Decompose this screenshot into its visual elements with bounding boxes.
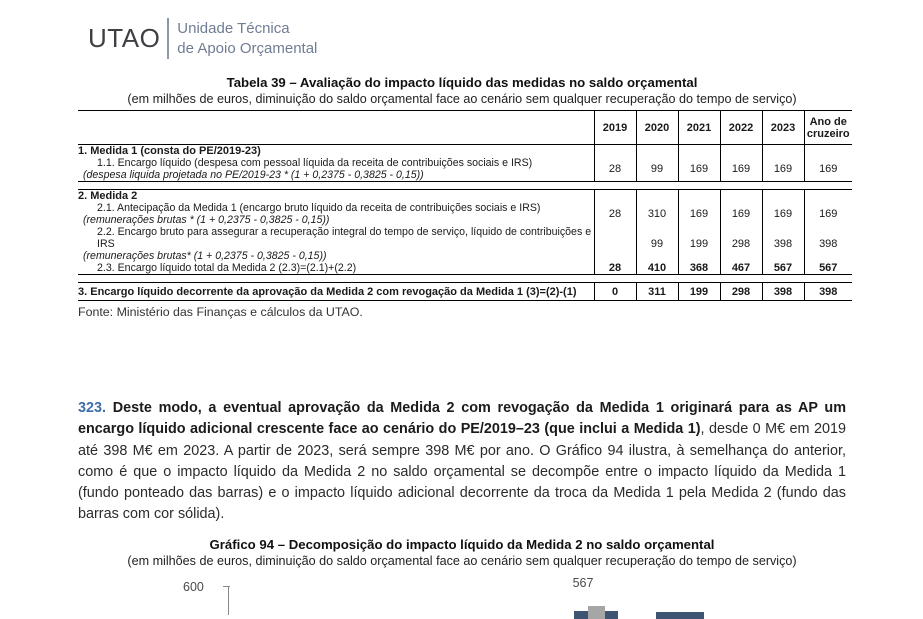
header-cell-2020: 2020 bbox=[636, 111, 678, 145]
logo-subtitle bbox=[177, 18, 317, 59]
table-block bbox=[78, 74, 850, 320]
row-label-2-3-text: 2.3. Encargo líquido total da Medida 2 (2.3)=(2.1)+(2.2) bbox=[97, 262, 357, 274]
bar-value-label-567: 567 bbox=[572, 576, 594, 590]
table-row bbox=[78, 262, 852, 275]
bar-2023-left-segment bbox=[574, 611, 588, 619]
cell-1-1-2020: 99 bbox=[636, 157, 678, 182]
cell-1-1-2022: 169 bbox=[720, 157, 762, 182]
logo-wordmark: UTAO bbox=[88, 23, 161, 53]
table-row bbox=[78, 190, 852, 203]
cell-3-2019: 0 bbox=[594, 283, 636, 301]
cell-1-1-2021: 169 bbox=[678, 157, 720, 182]
cell bbox=[636, 145, 678, 158]
row-label-2-3 bbox=[78, 262, 594, 275]
row-label-3: 3. Encargo líquido decorrente da aprovação da Medida 2 com revogação da Medida 1 (3)=(2)-(1) bbox=[78, 283, 594, 301]
cell-2-2-cruzeiro: 398 bbox=[804, 226, 852, 262]
chart-subtitle: (em milhões de euros, diminuição do saldo orçamental face ao cenário sem qualquer recuperação do tempo de serviço) bbox=[127, 554, 797, 568]
spacer-cell bbox=[78, 182, 852, 190]
row-formula-1-1: (despesa liquida projetada no PE/2019-23 * (1 + 0,2375 - 0,3825 - 0,15)) bbox=[83, 169, 424, 181]
cell-1-1-cruzeiro: 169 bbox=[804, 157, 852, 182]
row-label-2-1-text: 2.1. Antecipação da Medida 1 (encargo bruto líquido da receita de contribuições sociais e IRS) bbox=[97, 202, 541, 214]
row-formula-2-2: (remunerações brutas* (1 + 0,2375 - 0,3825 - 0,15)) bbox=[83, 250, 327, 262]
cell-1-1-2023: 169 bbox=[762, 157, 804, 182]
table-subtitle: (em milhões de euros, diminuição do saldo orçamental face ao cenário sem qualquer recuperação do tempo de serviço) bbox=[127, 92, 797, 106]
table-spacer-row bbox=[78, 182, 852, 190]
cell bbox=[678, 190, 720, 203]
cell-2-2-2023: 398 bbox=[762, 226, 804, 262]
cell-1-1-2019: 28 bbox=[594, 157, 636, 182]
logo-subtitle-line2: de Apoio Orçamental bbox=[177, 40, 318, 57]
y-axis-line bbox=[228, 586, 229, 615]
cell-2-2-2020: 99 bbox=[636, 226, 678, 262]
cell-2-2-2019 bbox=[594, 226, 636, 262]
cell-2-3-cruzeiro: 567 bbox=[804, 262, 852, 275]
header-cell-2022: 2022 bbox=[720, 111, 762, 145]
cell-3-2020: 311 bbox=[636, 283, 678, 301]
table-row bbox=[78, 226, 852, 262]
table-total-row bbox=[78, 283, 852, 301]
cell-2-3-2023: 567 bbox=[762, 262, 804, 275]
table-spacer-row bbox=[78, 275, 852, 283]
chart-title: Gráfico 94 – Decomposição do impacto líquido da Medida 2 no saldo orçamental bbox=[209, 537, 715, 552]
table-row bbox=[78, 202, 852, 226]
cell bbox=[594, 190, 636, 203]
cell bbox=[678, 145, 720, 158]
bar-2023-marker bbox=[588, 606, 605, 619]
row-label-1-1 bbox=[78, 157, 594, 182]
cell-2-1-cruzeiro: 169 bbox=[804, 202, 852, 226]
header-cell-2019: 2019 bbox=[594, 111, 636, 145]
table-row bbox=[78, 145, 852, 158]
cell-3-2023: 398 bbox=[762, 283, 804, 301]
paragraph-body-text: , desde 0 M€ em 2019 até 398 M€ em 2023. A partir de 2023, será sempre 398 M€ por ano. O Gráfico 94 ilustra, à semelhança do anterior, como é que o impacto líquido da Medida 2 no saldo orçamental se decompõe entre o impacto líquido da Medida 1 (fundo ponteado das barras) e o impacto líquido adicional decorrente da troca da Medida 1 pela Medida 2 (fundo das barras com cor sólida). bbox=[78, 421, 847, 523]
cell bbox=[804, 145, 852, 158]
cell-2-1-2020: 310 bbox=[636, 202, 678, 226]
cell-2-3-2022: 467 bbox=[720, 262, 762, 275]
spacer-cell bbox=[78, 275, 852, 283]
cell-3-cruzeiro: 398 bbox=[804, 283, 852, 301]
impact-table bbox=[78, 110, 852, 301]
utao-logo bbox=[88, 18, 317, 59]
cell-2-2-2021: 199 bbox=[678, 226, 720, 262]
cell bbox=[594, 145, 636, 158]
paragraph-number: 323. bbox=[78, 400, 107, 416]
page-header bbox=[0, 0, 923, 68]
cell-3-2022: 298 bbox=[720, 283, 762, 301]
cell-2-1-2019: 28 bbox=[594, 202, 636, 226]
chart-plot-area bbox=[78, 575, 846, 615]
bar-ano-cruzeiro bbox=[656, 612, 704, 619]
cell bbox=[636, 190, 678, 203]
paragraph-323 bbox=[78, 398, 846, 526]
table-row bbox=[78, 157, 852, 182]
y-axis-tick-label-600: 600 bbox=[183, 580, 204, 594]
logo-divider bbox=[167, 18, 169, 59]
row-label-1-1-text: 1.1. Encargo líquido (despesa com pessoal líquida da receita de contribuições sociais e IRS) bbox=[97, 157, 533, 169]
table-header-row bbox=[78, 111, 852, 145]
section-heading-medida1: 1. Medida 1 (consta do PE/2019-23) bbox=[78, 145, 261, 157]
chart-block bbox=[78, 536, 846, 615]
cell-2-3-2021: 368 bbox=[678, 262, 720, 275]
bar-2023-right-segment bbox=[605, 611, 618, 619]
cell bbox=[804, 190, 852, 203]
section-heading-medida2: 2. Medida 2 bbox=[78, 190, 594, 203]
row-formula-2-1: (remunerações brutas * (1 + 0,2375 - 0,3825 - 0,15)) bbox=[83, 214, 330, 226]
header-cell-2023: 2023 bbox=[762, 111, 804, 145]
row-label-2-1 bbox=[78, 202, 594, 226]
header-cell-ano-cruzeiro bbox=[804, 111, 852, 145]
cell-2-1-2021: 169 bbox=[678, 202, 720, 226]
table-source-note: Fonte: Ministério das Finanças e cálculos da UTAO. bbox=[78, 305, 363, 319]
table-title: Tabela 39 – Avaliação do impacto líquido das medidas no saldo orçamental bbox=[226, 75, 698, 90]
header-cell-ano-cruzeiro-line1: Ano de bbox=[809, 115, 847, 128]
logo-subtitle-line1: Unidade Técnica bbox=[177, 20, 290, 37]
cell-2-1-2023: 169 bbox=[762, 202, 804, 226]
header-cell-2021: 2021 bbox=[678, 111, 720, 145]
cell-2-3-2020: 410 bbox=[636, 262, 678, 275]
cell bbox=[762, 190, 804, 203]
cell-2-3-2019: 28 bbox=[594, 262, 636, 275]
cell bbox=[720, 190, 762, 203]
paragraph-bold-text: Deste modo, a eventual aprovação da Medida 2 com revogação da Medida 1 originará para as AP um encargo líquido adicional crescente face ao cenário do PE/2019–23 (que inclui a Medida 1) bbox=[78, 400, 846, 438]
cell-3-2021: 199 bbox=[678, 283, 720, 301]
row-label-2-2-text: 2.2. Encargo bruto para assegurar a recuperação integral do tempo de serviço, líquido de contribuições e IRS bbox=[97, 226, 592, 250]
cell-2-1-2022: 169 bbox=[720, 202, 762, 226]
cell bbox=[762, 145, 804, 158]
cell bbox=[720, 145, 762, 158]
cell-2-2-2022: 298 bbox=[720, 226, 762, 262]
header-cell-desc bbox=[78, 111, 594, 145]
row-label-2-2 bbox=[78, 226, 594, 262]
header-cell-ano-cruzeiro-line2: cruzeiro bbox=[806, 127, 850, 140]
